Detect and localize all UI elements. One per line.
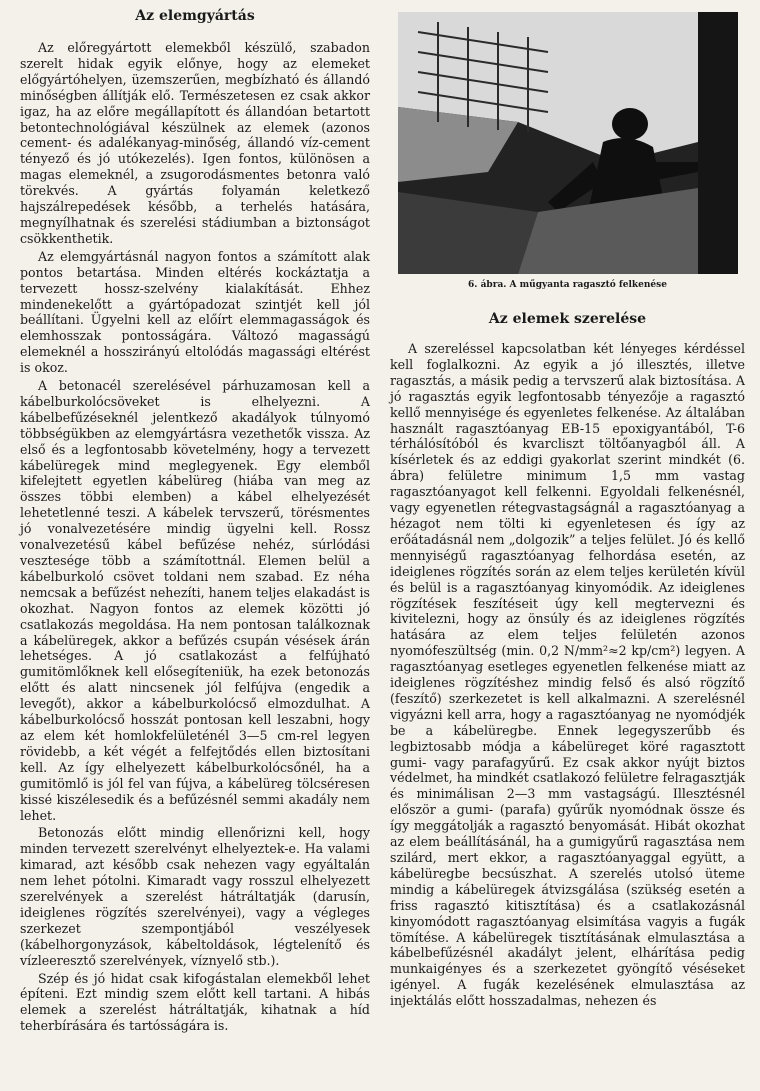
paragraph: Az előregyártott elemekből készülő, szabadon szerelt hidak egyik előnye, hogy az elemeket előgyártóhelyen, üzemszerűen, megbízható és állandó minőségben állítják elő. Természetesen ez csak akkor igaz, ha az előre megállapított és állandóan betartott betontechnológiával készülnek az elemek (azonos cement- és adalékanyag-minőség, állandó víz-cement tényező és jó utókezelés). Igen fontos, különösen a magas elemeknél, a zsugorodásmentes betonra való törekvés. A gyártás folyamán keletkező hajszálrepedések később, a terhelés hatására, megnyílhatnak és szerelési stádiumban a biztonságot csökkenthetik. [20,40,370,246]
figure-photo-adhesive-application [398,12,738,274]
paragraph: Betonozás előtt mindig ellenőrizni kell, hogy minden tervezett szerelvényt elhelyeztek-e. Ha valami kimarad, azt később csak nehezen vagy egyáltalán nem lehet pótolni. Kimaradt vagy rosszul elhelyezett szerelvények a szerelést hátráltatják (darusín, ideiglenes rögzítés szerelvényei), vagy a végleges szerkezet szempontjából veszélyesek (kábelhorgonyzások, kábeltoldások, légtelenítő és vízleeresztő szerelvények, víznyelő stb.). [20,825,370,968]
photo-illustration [398,12,738,274]
paragraph: A szereléssel kapcsolatban két lényeges kérdéssel kell foglalkozni. Az egyik a jó illesztés, illetve ragasztás, a másik pedig a tervszerű alak biztosítása. A jó ragasztás egyik legfontosabb tényezője a ragasztó kellő mennyisége és egyenletes felkenése. Az általában használt ragasztóanyag EB-15 epoxigyantából, T-6 térhálósítóból és kvarcliszt töltőanyagból áll. A kísérletek és az eddigi gyakorlat szerint mindkét (6. ábra) felületre minimum 1,5 mm vastag ragasztóanyagot kell felkenni. Egyoldali felkenésnél, vagy egyenetlen rétegvastagságnál a ragasztóanyag a hézagot nem tölti ki egyenletesen és így az erőátadásnál nem „dolgozik” a teljes felület. Jó és kellő mennyiségű ragasztóanyag felhordása esetén, az ideiglenes rögzítés során az elem teljes kerületén kívül és belül is a ragasztóanyag kinyomódik. Az ideiglenes rögzítések feszítéseit úgy kell megtervezni és kivitelezni, hogy az önsúly és az ideiglenes rögzítés hatására az elem teljes felületén azonos nyomófeszültség (min. 0,2 N/mm²≈2 kp/cm²) legyen. A ragasztóanyag esetleges egyenetlen felkenése miatt az ideiglenes rögzítéshez mindig felső és alsó rögzítő (feszítő) szerkezetet is kell alkalmazni. A szerelésnél vigyázni kell arra, hogy a ragasztóanyag ne nyomódjék be a kábelüregbe. Ennek legegyszerűbb és legbiztosabb módja a kábelüreget köré ragasztott gumi- vagy parafagyűrű. Ez csak akkor nyújt biztos védelmet, ha mindkét csatlakozó felületre felragasztják és minimálisan 2—3 mm vastagságú. Illesztésnél először a gumi- (parafa) gyűrűk nyomódnak össze és így meggátolják a ragasztó benyomását. Hibát okozhat az elem beállításánál, ha a gumigyűrű ragasztása nem szilárd, mert ekkor, a ragasztóanyaggal együtt, a kábelüregbe becsúszhat. A szerelés utolsó üteme mindig a kábelüregek átvizsgálása (szükség esetén a friss ragasztó kitisztítása) és a csatlakozásnál kinyomódott ragasztóanyag elsimítása vagyis a fugák tömítése. A kábelüregek tisztításának elmulasztása a kábelbefűzésnél akadályt jelent, elhárítása pedig munkaigényes és a szerkezetet gyöngítő véséseket igényel. A fugák kezelésének elmulasztása az injektálás előtt hosszadalmas, nehezen és [390,341,745,1009]
section-heading-elemgyartas: Az elemgyártás [135,8,255,24]
right-column [390,0,745,1011]
paragraph: Szép és jó hidat csak kifogástalan elemekből lehet építeni. Ezt mindig szem előtt kell tartani. A hibás elemek a szerelést hátráltatják, kihatnak a híd teherbírására és tartósságára is. [20,970,370,1034]
paragraph: A betonacél szerelésével párhuzamosan kell a kábelburkolócsöveket is elhelyezni. A kábelbefűzéseknél jelentkező akadályok túlnyomó többségükben az elemgyártásra vezethetők vissza. Az első és a legfontosabb követelmény, hogy a tervezett kábelüregek mind meglegyenek. Egy elemből kifelejtett egyetlen kábelüreg (hiába van meg az összes többi elemben) a kábel elhelyezését lehetetlenné teszi. A kábelek tervszerű, törésmentes jó vonalvezetésére mindig ügyelni kell. Rossz vonalvezetésű kábel befűzése nehéz, súrlódási vesztesége több a számítottnál. Elemen belül a kábelburkoló csövet toldani nem szabad. Ez néha nemcsak a befűzést nehezíti, hanem teljes elakadást is okozhat. Nagyon fontos az elemek közötti jó csatlakozás megoldása. Ha nem pontosan találkoznak a kábelüregek, akkor a befűzés csupán vésések árán lehetséges. A jó csatlakozást a felfújható gumitömlőknek kell elősegíteniük, ha ezek betonozás előtt és alatt nincsenek jól felfújva (engedik a levegőt), akkor a kábelburkolócső elmozdulhat. A kábelburkolócső hosszát pontosan kell leszabni, hogy az elem két homlokfelületénél 3—5 cm-rel legyen rövidebb, a két végét a felfejtődés ellen biztosítani kell. Az így elhelyezett kábelburkolócsőnél, ha a gumitömlő is jól fel van fújva, a kábelüreg tölcséresen kissé kiszélesedik és a befűzésnél semmi akadály nem lehet. [20,378,370,823]
section-heading-szereles: Az elemek szerelése [488,311,647,327]
figure-caption: 6. ábra. A műgyanta ragasztó felkenése [468,280,667,290]
paragraph: Az elemgyártásnál nagyon fontos a számított alak pontos betartása. Minden eltérés kockáztatja a tervezett hossz-szelvény kialakítását. Ehhez mindenekelőtt a gyártópadozat szintjét kell jól beállítani. Ügyelni kell az előírt elemmagasságok és elemhosszak pontosságára. Változó magasságú elemeknél a hosszirányú eltolódás magassági eltérést is okoz. [20,248,370,376]
left-column [20,0,370,1036]
